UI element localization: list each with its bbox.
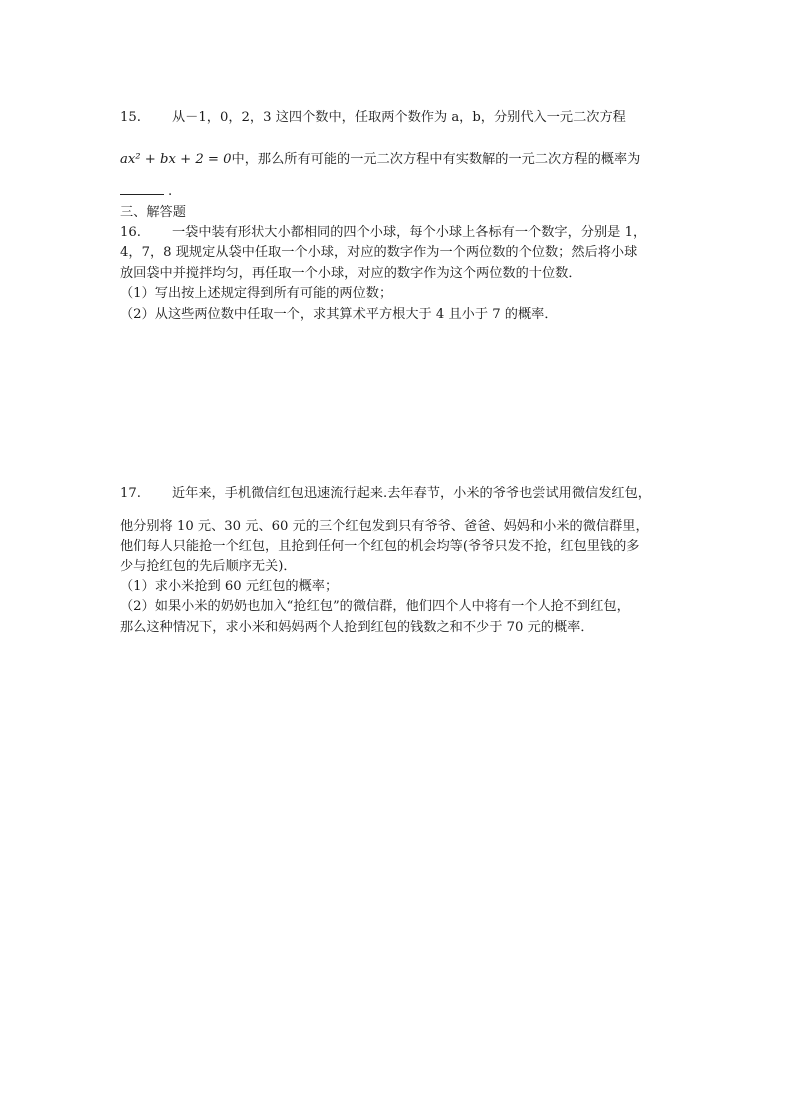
q16-part-1: （1）写出按上述规定得到所有可能的两位数； bbox=[120, 286, 393, 301]
section-heading: 三、解答题 bbox=[120, 205, 186, 220]
q17-number: 17. bbox=[120, 486, 141, 501]
q15-line-3 bbox=[120, 182, 172, 202]
q16-text-1: 一袋中装有形状大小都相同的四个小球，每个小球上各标有一个数字，分别是 1， bbox=[172, 225, 647, 240]
q17-line-1 bbox=[120, 484, 651, 504]
q17-line-3: 他们每人只能抢一个红包，且抢到任何一个红包的机会均等(爷爷只发不抢，红包里钱的多 bbox=[120, 539, 640, 554]
q15-text-1: 从－1，0，2，3 这四个数中，任取两个数作为 a，b，分别代入一元二次方程 bbox=[172, 110, 626, 125]
q17-part-1: （1）求小米抢到 60 元红包的概率； bbox=[120, 579, 339, 594]
q15-text-2: 中，那么所有可能的一元二次方程中有实数解的一元二次方程的概率为 bbox=[231, 152, 641, 167]
q15-line-1 bbox=[120, 108, 626, 128]
q16-line-3: 放回袋中并搅拌均匀，再任取一个小球，对应的数字作为这个两位数的十位数． bbox=[120, 266, 582, 281]
q16-part-2: （2）从这些两位数中任取一个，求其算术平方根大于 4 且小于 7 的概率． bbox=[120, 307, 558, 322]
answer-blank bbox=[120, 182, 164, 195]
q17-part-2b: 那么这种情况下，求小米和妈妈两个人抢到红包的钱数之和不少于 70 元的概率． bbox=[120, 620, 594, 635]
q17-line-4: 少与抢红包的先后顺序无关)． bbox=[120, 559, 297, 574]
q17-text-1: 近年来，手机微信红包迅速流行起来.去年春节，小米的爷爷也尝试用微信发红包， bbox=[172, 486, 651, 501]
q17-line-2: 他分别将 10 元、30 元、60 元的三个红包发到只有爷爷、爸爸、妈妈和小米的微信群里， bbox=[120, 519, 649, 534]
q17-part-2a: （2）如果小米的奶奶也加入“抢红包”的微信群，他们四个人中将有一个人抢不到红包， bbox=[120, 599, 630, 614]
q15-text-3: . bbox=[168, 184, 173, 199]
q16-line-1 bbox=[120, 223, 646, 243]
q16-line-2: 4，7，8 现规定从袋中任取一个小球，对应的数字作为一个两位数的个位数；然后将小球 bbox=[120, 245, 638, 260]
q16-number: 16. bbox=[120, 225, 141, 240]
q15-line-2 bbox=[120, 150, 640, 170]
q15-equation: ax² + bx + 2 = 0 bbox=[120, 152, 232, 167]
q15-number: 15. bbox=[120, 110, 141, 125]
